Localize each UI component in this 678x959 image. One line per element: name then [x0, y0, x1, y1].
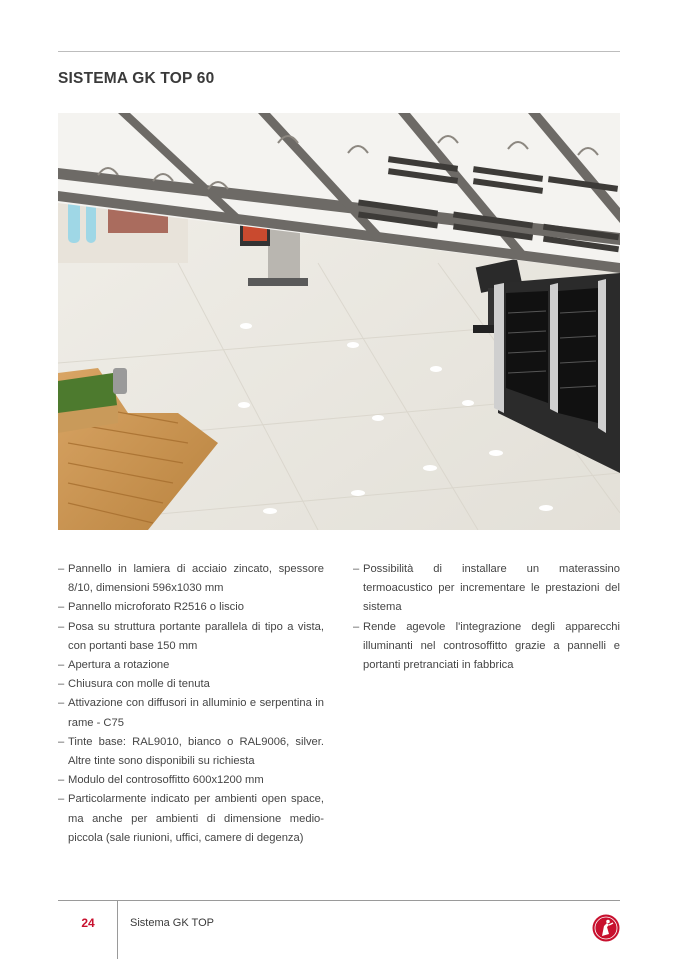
- page-number: 24: [81, 916, 95, 930]
- features-left-column: [58, 560, 324, 848]
- features-right-list: [353, 560, 620, 675]
- features-left-list: [58, 560, 324, 848]
- list-item: – Chiusura con molle di tenuta: [58, 675, 324, 694]
- list-item: – Pannello microforato R2516 o liscio: [58, 598, 324, 617]
- footer-rule: [58, 900, 620, 901]
- brand-logo-icon: [592, 914, 620, 942]
- list-item: – Possibilità di installare un materassino termoacustico per incrementare le prestazioni del sistema: [353, 560, 620, 618]
- list-item: – Modulo del controsoffitto 600x1200 mm: [58, 771, 324, 790]
- hero-image: [58, 113, 620, 530]
- list-item: – Particolarmente indicato per ambienti open space, ma anche per ambienti di dimensione medio-piccola (sale riunioni, uffici, camere di degenza): [58, 790, 324, 848]
- list-item: – Attivazione con diffusori in alluminio e serpentina in rame - C75: [58, 694, 324, 732]
- list-item: – Pannello in lamiera di acciaio zincato, spessore 8/10, dimensioni 596x1030 mm: [58, 560, 324, 598]
- list-item: – Tinte base: RAL9010, bianco o RAL9006, silver. Altre tinte sono disponibili su richiesta: [58, 733, 324, 771]
- top-rule: [58, 51, 620, 52]
- list-item: – Rende agevole l'integrazione degli apparecchi illuminanti nel controsoffitto grazie a pannelli e portanti pretranciati in fabbrica: [353, 618, 620, 676]
- list-item: – Posa su struttura portante parallela di tipo a vista, con portanti base 150 mm: [58, 618, 324, 656]
- ceiling-panel-rendering-icon: [58, 113, 620, 530]
- footer-section-title: Sistema GK TOP: [130, 917, 214, 929]
- footer-divider: [117, 900, 118, 959]
- list-item: – Apertura a rotazione: [58, 656, 324, 675]
- page-title: SISTEMA GK TOP 60: [58, 70, 215, 87]
- features-right-column: [353, 560, 620, 675]
